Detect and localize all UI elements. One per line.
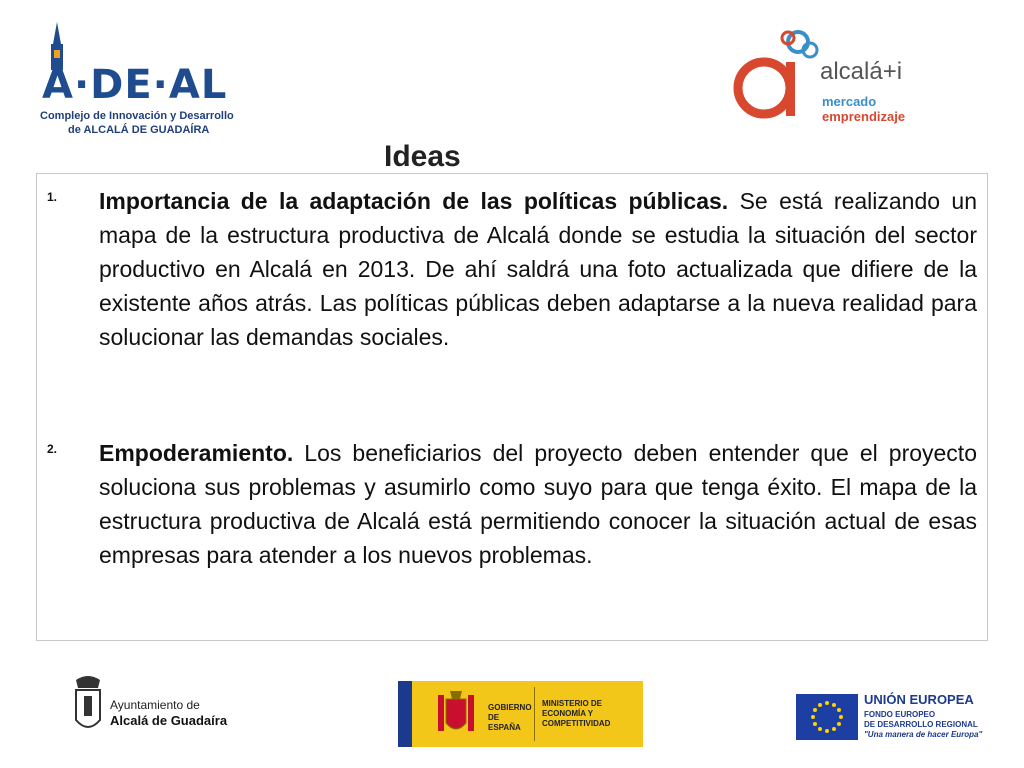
- gobierno-espana-logo: [398, 681, 643, 747]
- alcala-line2: emprendizaje: [822, 109, 906, 124]
- ideas-box: [36, 173, 988, 641]
- adeal-line1: Complejo de Innovación y Desarrollo: [40, 110, 234, 122]
- adeal-line2: de ALCALÁ DE GUADAÍRA: [68, 124, 210, 136]
- ministerio-text: MINISTERIO DE ECONOMÍA Y COMPETITIVIDAD: [542, 699, 611, 728]
- idea-number: 1.: [47, 190, 58, 204]
- ayuntamiento-logo: [70, 672, 240, 742]
- ue-line1: FONDO EUROPEO: [864, 710, 936, 719]
- idea-text: Se está realizando un mapa de la estructura productiva de Alcalá donde se estudia la situación del sector productivo en Alcalá en 2013. De ahí saldrá una foto actualizada que difiere de la existente años atrás. Las políticas públicas deben adaptarse a la nueva realidad para solucionar las demandas sociales.: [99, 188, 977, 350]
- idea-number: 2.: [47, 442, 58, 456]
- idea-heading: Importancia de la adaptación de las políticas públicas.: [99, 188, 729, 214]
- eu-strip: [398, 681, 412, 747]
- idea-heading: Empoderamiento.: [99, 440, 294, 466]
- idea-text: Los beneficiarios del proyecto deben entender que el proyecto soluciona sus problemas y asumirlo como suyo para que tenga éxito. El mapa de la estructura productiva de Alcalá está permitiendo conocer la situación actual de esas empresas para atender a los nuevos problemas.: [99, 440, 977, 568]
- ayuntamiento-line1: Ayuntamiento de: [110, 698, 200, 712]
- adeal-wordmark: A·DE·AL: [42, 62, 228, 108]
- idea-body: [99, 184, 977, 354]
- ue-line3: "Una manera de hacer Europa": [864, 730, 983, 739]
- ue-line2: DE DESARROLLO REGIONAL: [864, 720, 978, 729]
- alcala-mas-i-logo: [728, 28, 932, 126]
- crest-icon: [70, 672, 106, 740]
- alcala-mark-icon: [728, 28, 820, 126]
- alcala-wordmark: alcalá+i: [820, 58, 903, 85]
- eu-flag-icon: [796, 694, 858, 740]
- coat-of-arms-icon: [434, 689, 478, 739]
- slide-title: Ideas: [384, 140, 461, 173]
- ue-title: UNIÓN EUROPEA: [864, 692, 974, 707]
- gobierno-text: GOBIERNO DE ESPAÑA: [488, 703, 532, 732]
- union-europea-logo: [796, 690, 996, 746]
- divider: [534, 687, 535, 741]
- ayuntamiento-line2: Alcalá de Guadaíra: [110, 713, 228, 728]
- idea-body: [99, 436, 977, 572]
- alcala-line1: mercado: [822, 94, 877, 109]
- adeal-logo: [36, 10, 234, 142]
